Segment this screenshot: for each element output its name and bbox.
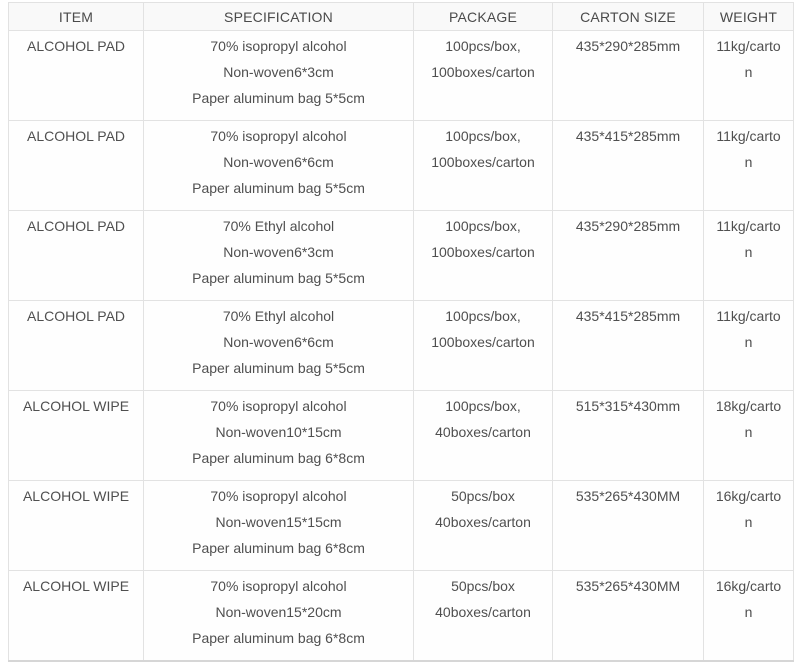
item-cell (9, 211, 144, 301)
table-header (9, 3, 794, 31)
specification-cell (144, 301, 414, 391)
item-cell (9, 571, 144, 661)
package-line: 100pcs/box, (445, 218, 521, 234)
table-row (9, 211, 794, 301)
carton-size-text: 435*290*285mm (575, 218, 681, 234)
table-row (9, 481, 794, 571)
weight-text: 18kg/carton (715, 398, 782, 440)
weight-cell (704, 211, 794, 301)
specification-line: 70% isopropyl alcohol (210, 578, 347, 594)
weight-cell (704, 571, 794, 661)
table-row (9, 121, 794, 211)
specification-line: Paper aluminum bag 5*5cm (192, 270, 365, 286)
specification-line: Non-woven15*20cm (215, 604, 342, 620)
weight-text: 11kg/carton (716, 218, 781, 260)
carton-size-cell (553, 301, 704, 391)
package-line: 100boxes/carton (431, 154, 535, 170)
item-cell (9, 31, 144, 121)
table-body (9, 31, 794, 661)
table-row (9, 391, 794, 481)
specification-line: 70% isopropyl alcohol (210, 488, 347, 504)
weight-text: 11kg/carton (716, 308, 781, 350)
specification-line: Paper aluminum bag 5*5cm (192, 360, 365, 376)
carton-size-text: 535*265*430MM (575, 578, 681, 594)
package-line: 40boxes/carton (435, 604, 531, 620)
package-line: 100pcs/box, (445, 398, 521, 414)
item-cell (9, 391, 144, 481)
package-line: 100boxes/carton (431, 244, 535, 260)
carton-size-text: 435*415*285mm (575, 128, 681, 144)
specification-line: Non-woven6*3cm (223, 64, 334, 80)
carton-size-text: 515*315*430mm (575, 398, 681, 414)
item-text: ALCOHOL PAD (26, 218, 126, 234)
package-line: 100boxes/carton (431, 64, 535, 80)
package-cell (414, 31, 553, 121)
specification-line: Paper aluminum bag 6*8cm (192, 540, 365, 556)
package-line: 100pcs/box, (445, 38, 521, 54)
package-cell (414, 211, 553, 301)
product-spec-table (8, 2, 794, 662)
specification-cell (144, 121, 414, 211)
item-text: ALCOHOL PAD (26, 38, 126, 54)
package-cell (414, 301, 553, 391)
column-header-item: ITEM (9, 3, 144, 31)
package-line: 50pcs/box (451, 578, 515, 594)
table-row (9, 571, 794, 661)
package-cell (414, 481, 553, 571)
carton-size-cell (553, 571, 704, 661)
carton-size-cell (553, 31, 704, 121)
carton-size-cell (553, 391, 704, 481)
package-cell (414, 121, 553, 211)
specification-line: Paper aluminum bag 6*8cm (192, 450, 365, 466)
specification-line: Non-woven6*6cm (223, 154, 334, 170)
specification-line: 70% Ethyl alcohol (222, 308, 335, 324)
item-text: ALCOHOL PAD (26, 128, 126, 144)
carton-size-cell (553, 481, 704, 571)
specification-line: Paper aluminum bag 5*5cm (192, 90, 365, 106)
package-line: 40boxes/carton (435, 514, 531, 530)
carton-size-text: 535*265*430MM (575, 488, 681, 504)
package-line: 100boxes/carton (431, 334, 535, 350)
weight-text: 11kg/carton (716, 128, 781, 170)
specification-line: 70% isopropyl alcohol (210, 38, 347, 54)
weight-cell (704, 301, 794, 391)
weight-cell (704, 31, 794, 121)
specification-line: Paper aluminum bag 5*5cm (192, 180, 365, 196)
weight-cell (704, 481, 794, 571)
column-header-carton-size: CARTON SIZE (553, 3, 704, 31)
specification-cell (144, 481, 414, 571)
item-text: ALCOHOL WIPE (22, 488, 130, 504)
specification-cell (144, 391, 414, 481)
item-text: ALCOHOL WIPE (22, 398, 130, 414)
column-header-package: PACKAGE (414, 3, 553, 31)
column-header-weight: WEIGHT (704, 3, 794, 31)
item-cell (9, 301, 144, 391)
weight-text: 11kg/carton (716, 38, 781, 80)
weight-cell (704, 391, 794, 481)
table-row (9, 301, 794, 391)
package-line: 40boxes/carton (435, 424, 531, 440)
specification-cell (144, 31, 414, 121)
item-text: ALCOHOL PAD (26, 308, 126, 324)
specification-line: Non-woven10*15cm (215, 424, 342, 440)
specification-line: Non-woven6*6cm (223, 334, 334, 350)
weight-text: 16kg/carton (715, 488, 782, 530)
weight-text: 16kg/carton (715, 578, 782, 620)
specification-line: Non-woven6*3cm (223, 244, 334, 260)
specification-cell (144, 571, 414, 661)
weight-cell (704, 121, 794, 211)
header-row (9, 3, 794, 31)
carton-size-text: 435*415*285mm (575, 308, 681, 324)
package-line: 100pcs/box, (445, 308, 521, 324)
carton-size-text: 435*290*285mm (575, 38, 681, 54)
specification-cell (144, 211, 414, 301)
package-cell (414, 571, 553, 661)
item-text: ALCOHOL WIPE (22, 578, 130, 594)
package-line: 50pcs/box (451, 488, 515, 504)
carton-size-cell (553, 121, 704, 211)
carton-size-cell (553, 211, 704, 301)
specification-line: 70% isopropyl alcohol (210, 128, 347, 144)
specification-line: 70% Ethyl alcohol (222, 218, 335, 234)
package-cell (414, 391, 553, 481)
item-cell (9, 481, 144, 571)
table-row (9, 31, 794, 121)
column-header-specification: SPECIFICATION (144, 3, 414, 31)
item-cell (9, 121, 144, 211)
specification-line: 70% isopropyl alcohol (210, 398, 347, 414)
specification-line: Paper aluminum bag 6*8cm (192, 630, 365, 646)
specification-line: Non-woven15*15cm (215, 514, 342, 530)
package-line: 100pcs/box, (445, 128, 521, 144)
